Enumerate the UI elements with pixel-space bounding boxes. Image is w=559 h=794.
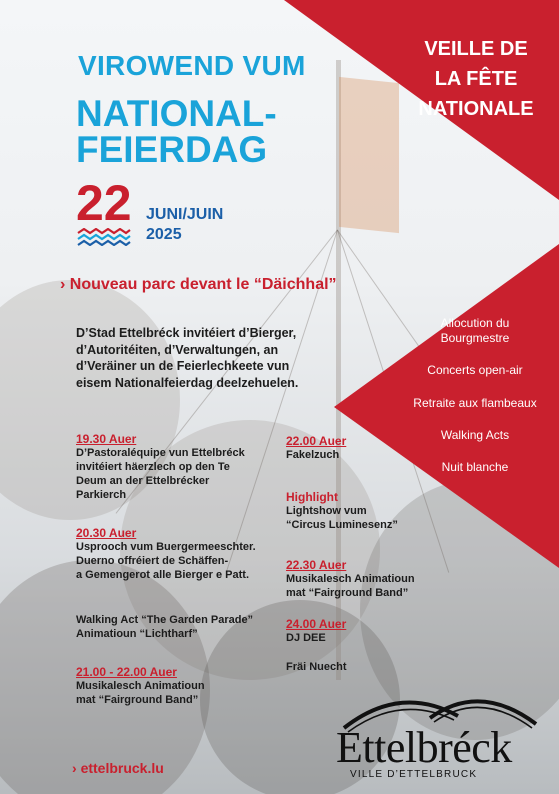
banner-line: LA FÊTE bbox=[434, 68, 518, 90]
schedule-highlight-label: Highlight bbox=[286, 490, 338, 504]
schedule-text: Animatioun “Lichtharf” bbox=[76, 628, 198, 640]
intro-paragraph bbox=[76, 325, 346, 391]
highlight-item: Bourgmestre bbox=[440, 331, 510, 345]
schedule-text: “Circus Luminesenz” bbox=[286, 519, 398, 531]
schedule-time: 22.00 Auer bbox=[286, 434, 347, 448]
title-line-3: FEIERDAG bbox=[76, 129, 268, 170]
schedule-text: mat “Fairground Band” bbox=[286, 587, 409, 599]
schedule-text: invitéiert häerzlech op den Te bbox=[76, 461, 230, 473]
schedule-time: 21.00 - 22.00 Auer bbox=[76, 665, 177, 679]
banner-line: NATIONALE bbox=[418, 98, 534, 120]
schedule-time: 24.00 Auer bbox=[286, 617, 347, 631]
schedule-text: Usprooch vum Buergermeeschter. bbox=[76, 541, 256, 553]
schedule-time: 19.30 Auer bbox=[76, 432, 137, 446]
schedule-entry bbox=[286, 558, 415, 600]
title-line-1: VIROWEND VUM bbox=[78, 50, 306, 81]
schedule-text: Fakelzuch bbox=[286, 449, 340, 461]
highlight-item: Retraite aux flambeaux bbox=[413, 396, 537, 410]
new-park-notice bbox=[60, 276, 337, 294]
intro-line: d’Autoritéiten, d’Verwaltungen, an bbox=[76, 342, 279, 357]
highlight-item: Concerts open-air bbox=[427, 363, 523, 377]
schedule-entry bbox=[76, 613, 253, 641]
banner-line: VEILLE DE bbox=[424, 38, 528, 60]
schedule-entry bbox=[76, 665, 205, 707]
schedule-entry bbox=[286, 490, 398, 532]
website-link-text: ettelbruck.lu bbox=[80, 760, 164, 776]
schedule-text: Fräi Nuecht bbox=[286, 661, 347, 673]
date-year: 2025 bbox=[146, 226, 182, 243]
schedule-text: mat “Fairground Band” bbox=[76, 694, 199, 706]
schedule-text: Parkierch bbox=[76, 489, 127, 501]
event-banner bbox=[396, 34, 556, 124]
logo-wordmark: Ettelbréck bbox=[336, 723, 512, 772]
schedule-text: Lightshow vum bbox=[286, 505, 367, 517]
schedule-text: a Gemengerot alle Bierger e Patt. bbox=[76, 569, 250, 581]
schedule-entry bbox=[76, 432, 245, 502]
schedule-text: Deum an der Ettelbrécker bbox=[76, 475, 210, 487]
schedule-text: Duerno offréiert de Schäffen- bbox=[76, 555, 229, 567]
logo-subtitle: VILLE D’ETTELBRUCK bbox=[350, 769, 478, 780]
schedule-text: Musikalesch Animatioun bbox=[76, 680, 205, 692]
chevron-right-icon: › bbox=[60, 276, 66, 293]
date-month: JUNI/JUIN bbox=[146, 206, 224, 223]
chevron-right-icon: › bbox=[72, 760, 77, 776]
intro-line: D’Stad Ettelbréck invitéiert d’Bierger, bbox=[76, 326, 297, 340]
wave-decoration-icon bbox=[76, 228, 132, 246]
schedule-entry bbox=[286, 660, 347, 674]
schedule-text: Walking Act “The Garden Parade” bbox=[76, 614, 254, 626]
schedule-time: 20.30 Auer bbox=[76, 526, 137, 540]
schedule-text: DJ DEE bbox=[286, 632, 326, 644]
schedule-entry bbox=[286, 617, 346, 645]
highlight-item: Nuit blanche bbox=[441, 460, 509, 474]
intro-line: eisem Nationalfeierdag deelzehuelen. bbox=[76, 375, 299, 390]
schedule-time: 22.30 Auer bbox=[286, 558, 347, 572]
highlight-item: Allocution du bbox=[440, 316, 510, 330]
schedule-text: Musikalesch Animatioun bbox=[286, 573, 415, 585]
highlight-item: Walking Acts bbox=[440, 428, 510, 442]
title-line-2: NATIONAL- bbox=[76, 93, 277, 134]
new-park-text: Nouveau parc devant le “Däichhal” bbox=[69, 276, 337, 293]
schedule-entry bbox=[76, 526, 256, 582]
schedule-entry bbox=[286, 434, 346, 462]
date-day: 22 bbox=[76, 175, 132, 231]
schedule-text: D’Pastoraléquipe vun Ettelbréck bbox=[76, 447, 245, 459]
website-link[interactable] bbox=[72, 760, 164, 776]
intro-line: d’Veräiner un de Feierlechkeete vun bbox=[76, 359, 290, 373]
